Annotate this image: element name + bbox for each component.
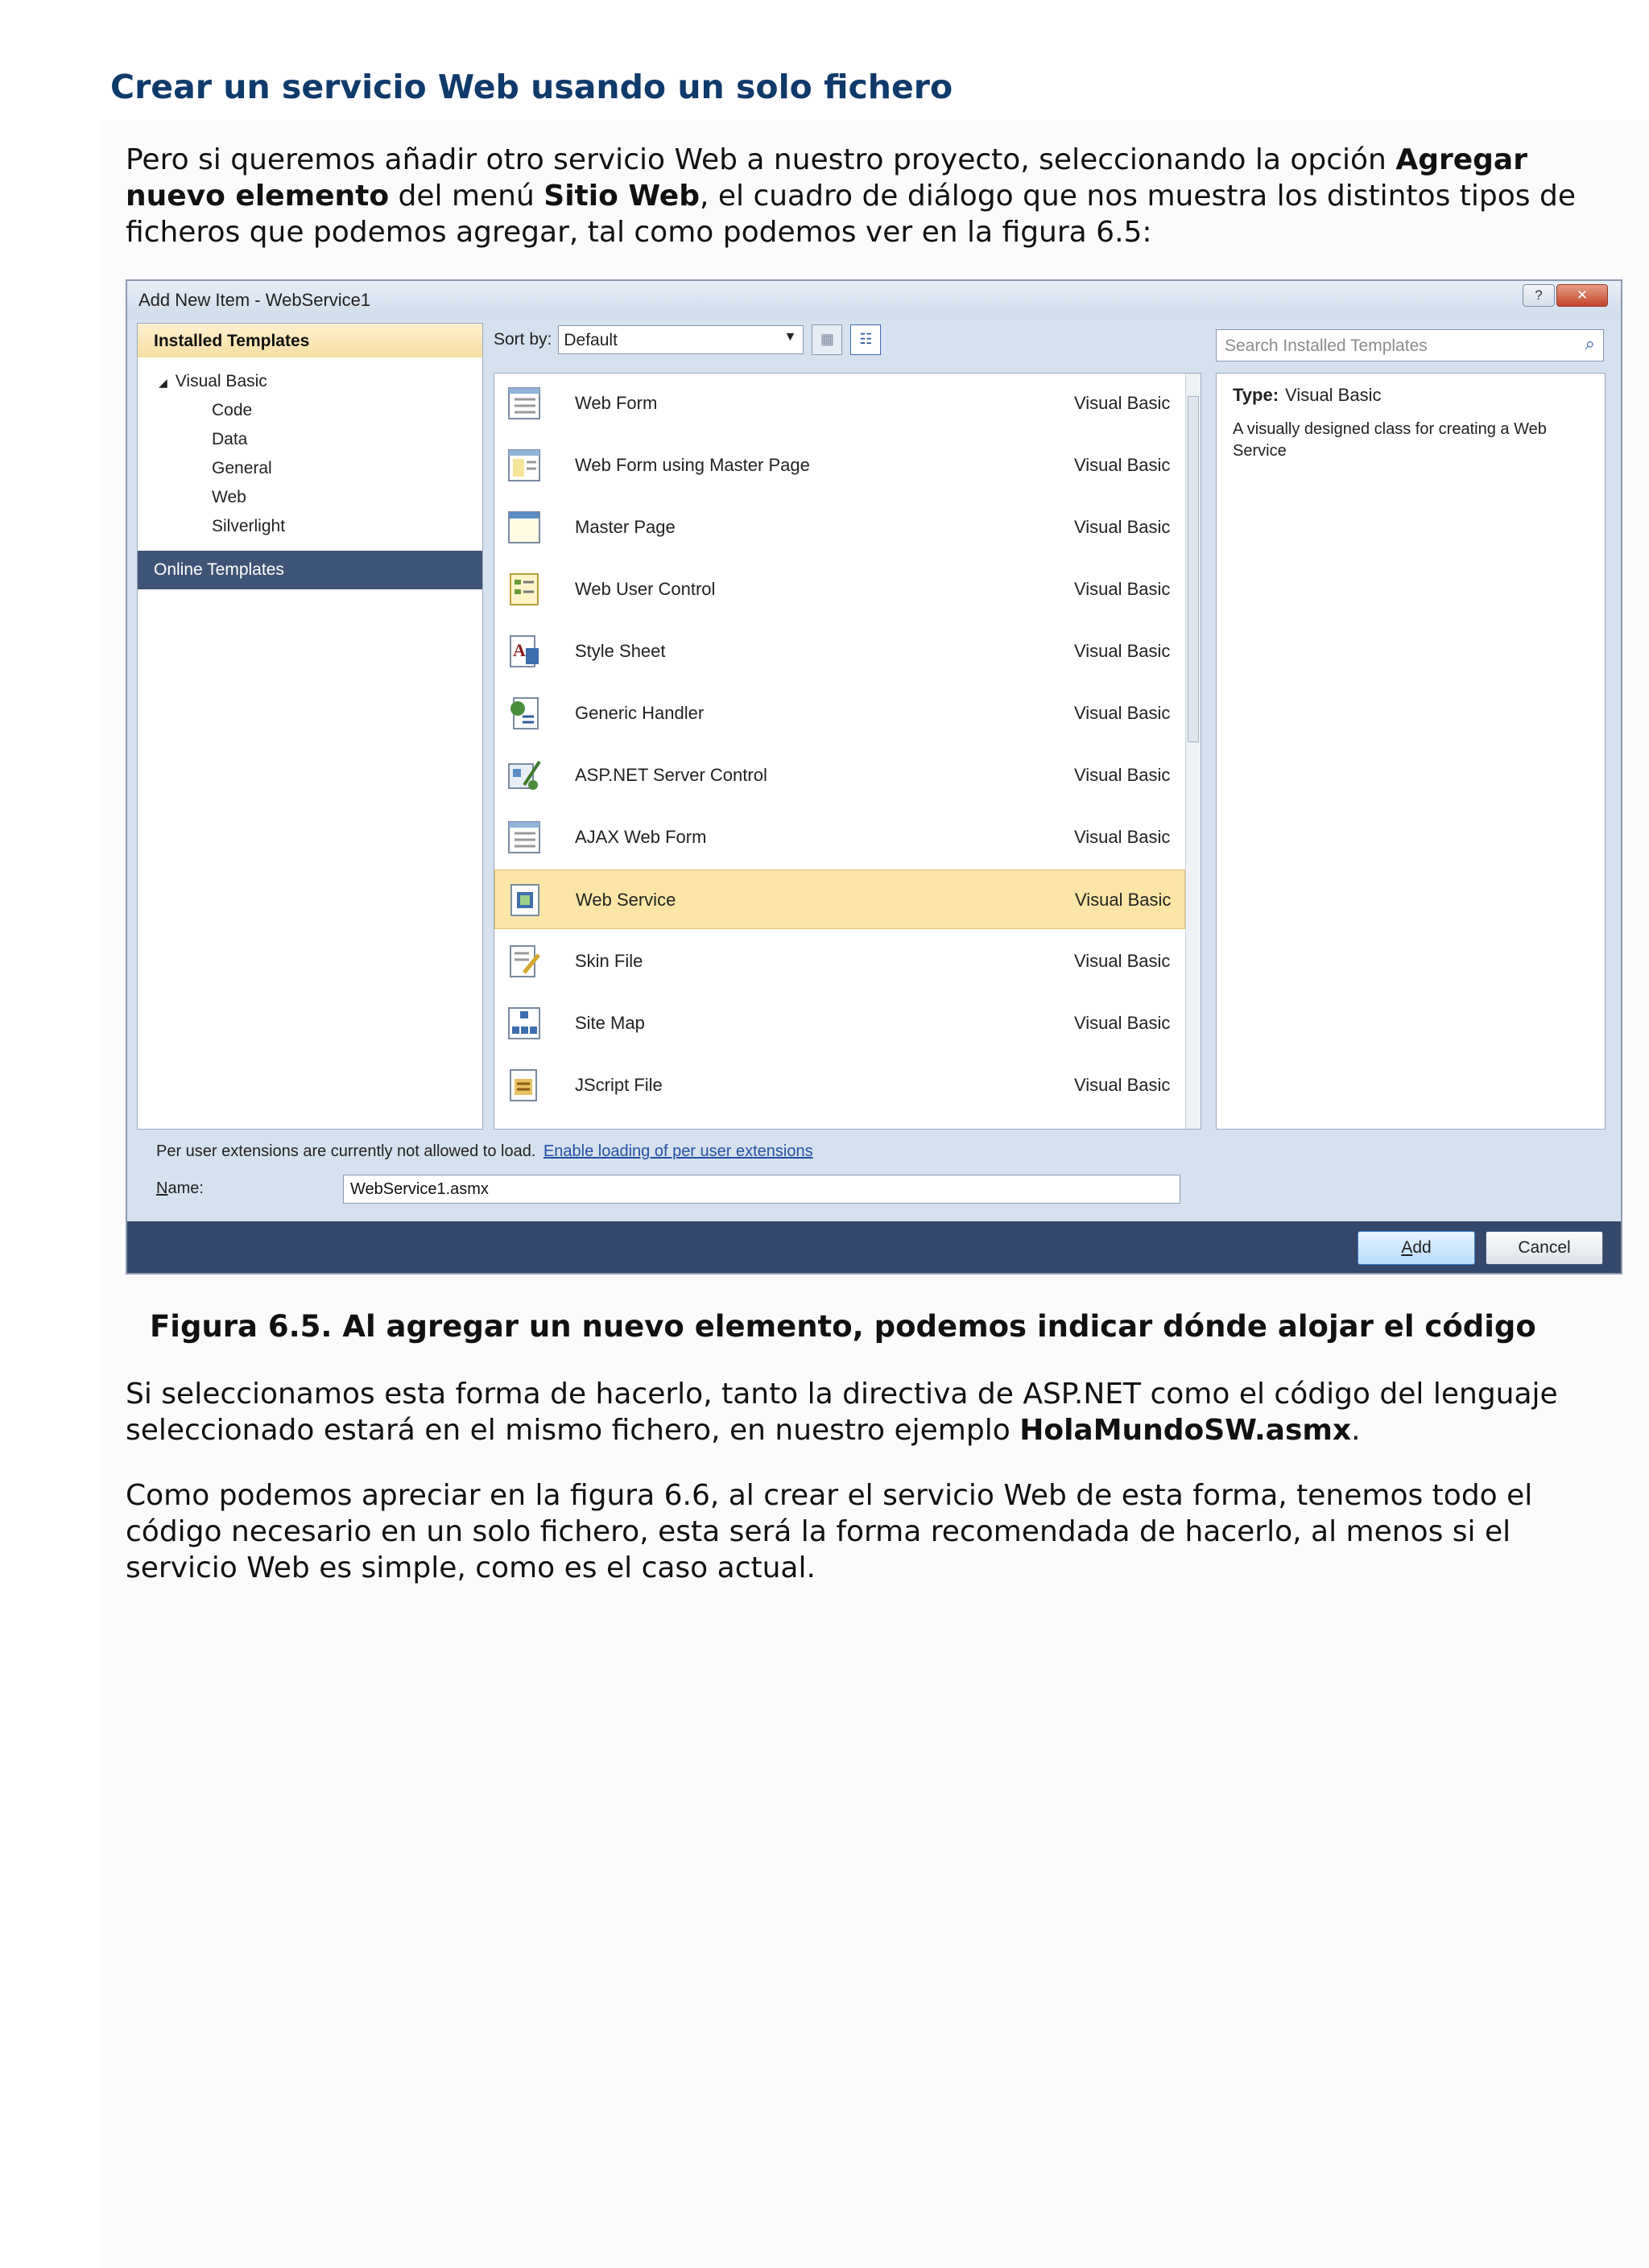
- item-name: Site Map: [575, 1013, 645, 1033]
- add-accesskey: A: [1401, 1238, 1413, 1257]
- list-item[interactable]: [494, 932, 1185, 991]
- dialog-bottom-area: [127, 1133, 1621, 1221]
- item-name: Style Sheet: [575, 641, 666, 661]
- tree-item-visual-basic[interactable]: [138, 367, 482, 396]
- sort-bar: [494, 324, 881, 355]
- name-input[interactable]: WebService1.asmx: [343, 1175, 1180, 1204]
- item-name: JScript File: [575, 1075, 663, 1095]
- tree-item-data[interactable]: Data: [212, 430, 248, 448]
- master-page-icon: [506, 510, 542, 545]
- bold-run: Agregar nuevo elemento: [126, 143, 1527, 213]
- list-scrollbar[interactable]: [1185, 374, 1201, 1129]
- web-form-master-icon: [506, 448, 542, 483]
- name-label: [156, 1179, 204, 1198]
- list-item[interactable]: [494, 374, 1185, 433]
- item-name: Master Page: [575, 517, 676, 537]
- text-run: , el cuadro de diálogo que nos muestra los distintos tipos de ficheros que podemos agregar, tal como podemos ver en la figura 6.5:: [126, 180, 1576, 249]
- name-label-text: ame:: [167, 1179, 204, 1197]
- close-button[interactable]: ✕: [1556, 284, 1608, 307]
- figure-caption: Figura 6.5. Al agregar un nuevo elemento, podemos indicar dónde alojar el código: [150, 1309, 1536, 1344]
- web-service-icon: [507, 882, 543, 918]
- list-item[interactable]: [494, 808, 1185, 867]
- templates-list: [494, 373, 1201, 1130]
- item-name: Skin File: [575, 951, 643, 971]
- item-name: Web Service: [576, 890, 676, 910]
- explanation-paragraph: [126, 1376, 1591, 1448]
- list-item[interactable]: [494, 436, 1185, 495]
- item-language: Visual Basic: [1074, 579, 1171, 599]
- item-language: Visual Basic: [1074, 1013, 1171, 1033]
- scrollbar-thumb[interactable]: [1188, 396, 1199, 742]
- text-run: Pero si queremos añadir otro servicio Web a nuestro proyecto, seleccionando la opción: [126, 143, 1396, 176]
- dialog-titlebar: [127, 281, 1621, 320]
- item-language: Visual Basic: [1074, 1075, 1171, 1095]
- list-item[interactable]: [494, 560, 1185, 619]
- item-name: AJAX Web Form: [575, 827, 707, 847]
- list-view-button[interactable]: ☷: [850, 324, 881, 355]
- item-language: Visual Basic: [1074, 393, 1171, 413]
- search-placeholder: Search Installed Templates: [1225, 337, 1428, 355]
- conclusion-paragraph: Como podemos apreciar en la figura 6.6, al crear el servicio Web de esta forma, tenemos todo el código necesario en un solo fichero, esta será la forma recomendada de hacerlo, al menos si el servicio Web es simple, como es el caso actual.: [126, 1479, 1533, 1584]
- extensions-note-text: Per user extensions are currently not allowed to load.: [156, 1142, 536, 1160]
- info-description: A visually designed class for creating a Web Service: [1233, 420, 1547, 460]
- skin-file-icon: [506, 944, 542, 979]
- sort-value: Default: [564, 331, 618, 349]
- item-language: Visual Basic: [1074, 517, 1171, 537]
- item-name: Generic Handler: [575, 703, 705, 723]
- item-language: Visual Basic: [1074, 641, 1171, 661]
- site-map-icon: [506, 1006, 542, 1041]
- item-language: Visual Basic: [1074, 703, 1171, 723]
- ajax-web-form-icon: [506, 820, 542, 855]
- item-name: Web Form: [575, 393, 658, 413]
- type-value: Visual Basic: [1285, 385, 1382, 405]
- sort-label: Sort by:: [494, 330, 552, 349]
- bold-run: Sitio Web: [543, 180, 700, 213]
- info-type: [1233, 385, 1381, 406]
- add-new-item-dialog: [126, 279, 1622, 1274]
- intro-paragraph: [126, 142, 1591, 250]
- tree-item-code[interactable]: Code: [212, 401, 253, 419]
- svg-text:A: A: [513, 640, 526, 660]
- add-label: dd: [1412, 1238, 1432, 1257]
- tree-item-web[interactable]: Web: [212, 488, 246, 506]
- section-heading: Crear un servicio Web usando un solo fichero: [110, 68, 953, 106]
- dialog-title: Add New Item - WebService1: [138, 290, 371, 310]
- enable-extensions-link[interactable]: Enable loading of per user extensions: [543, 1142, 813, 1160]
- list-item[interactable]: [494, 498, 1185, 557]
- collapse-arrow-icon[interactable]: ◢: [159, 376, 167, 389]
- list-item-selected[interactable]: [494, 870, 1185, 929]
- bold-run: HolaMundoSW.asmx: [1019, 1414, 1352, 1447]
- installed-templates-header[interactable]: Installed Templates: [138, 324, 482, 357]
- type-label: Type:: [1233, 385, 1279, 405]
- dialog-footer: [127, 1221, 1621, 1273]
- item-language: Visual Basic: [1074, 951, 1171, 971]
- cancel-button[interactable]: Cancel: [1486, 1231, 1603, 1265]
- item-language: Visual Basic: [1074, 455, 1171, 475]
- template-info-pane: [1216, 373, 1606, 1130]
- server-control-icon: [506, 758, 542, 793]
- online-templates-item[interactable]: Online Templates: [138, 551, 482, 589]
- item-name: ASP.NET Server Control: [575, 765, 767, 785]
- medium-icons-view-button[interactable]: ▦: [812, 324, 842, 355]
- generic-handler-icon: [506, 696, 542, 731]
- add-button[interactable]: [1358, 1231, 1475, 1265]
- jscript-file-icon: [506, 1068, 542, 1103]
- tree-item-silverlight[interactable]: Silverlight: [212, 517, 286, 535]
- text-run: Si seleccionamos esta forma de hacerlo, tanto la directiva de ASP.NET como el código del lenguaje seleccionado estará en el mismo fichero, en nuestro ejemplo: [126, 1378, 1558, 1447]
- list-item[interactable]: [494, 1056, 1185, 1115]
- tree-label: Visual Basic: [175, 372, 267, 390]
- item-language: Visual Basic: [1074, 827, 1171, 847]
- extensions-note: [156, 1142, 813, 1161]
- tree-item-general[interactable]: General: [212, 459, 272, 477]
- web-user-control-icon: [506, 572, 542, 607]
- search-icon[interactable]: ⌕: [1585, 333, 1595, 353]
- list-item[interactable]: [494, 994, 1185, 1053]
- sort-dropdown[interactable]: [558, 325, 804, 354]
- item-language: Visual Basic: [1074, 765, 1171, 785]
- list-item[interactable]: [494, 684, 1185, 743]
- item-name: Web User Control: [575, 579, 716, 599]
- list-item[interactable]: [494, 622, 1185, 681]
- template-tree: [138, 367, 482, 541]
- item-language: Visual Basic: [1075, 890, 1172, 910]
- name-label-accesskey: N: [156, 1179, 168, 1197]
- item-name: Web Form using Master Page: [575, 455, 810, 475]
- text-run: del menú: [389, 180, 544, 213]
- dropdown-arrow-icon: ▼: [783, 330, 797, 344]
- template-categories-pane: [137, 323, 483, 1130]
- help-button[interactable]: ?: [1523, 284, 1555, 307]
- list-item[interactable]: [494, 746, 1185, 805]
- text-run: .: [1351, 1414, 1361, 1447]
- search-templates-input[interactable]: [1216, 329, 1604, 361]
- style-sheet-icon: [506, 634, 542, 669]
- web-form-icon: [506, 386, 542, 421]
